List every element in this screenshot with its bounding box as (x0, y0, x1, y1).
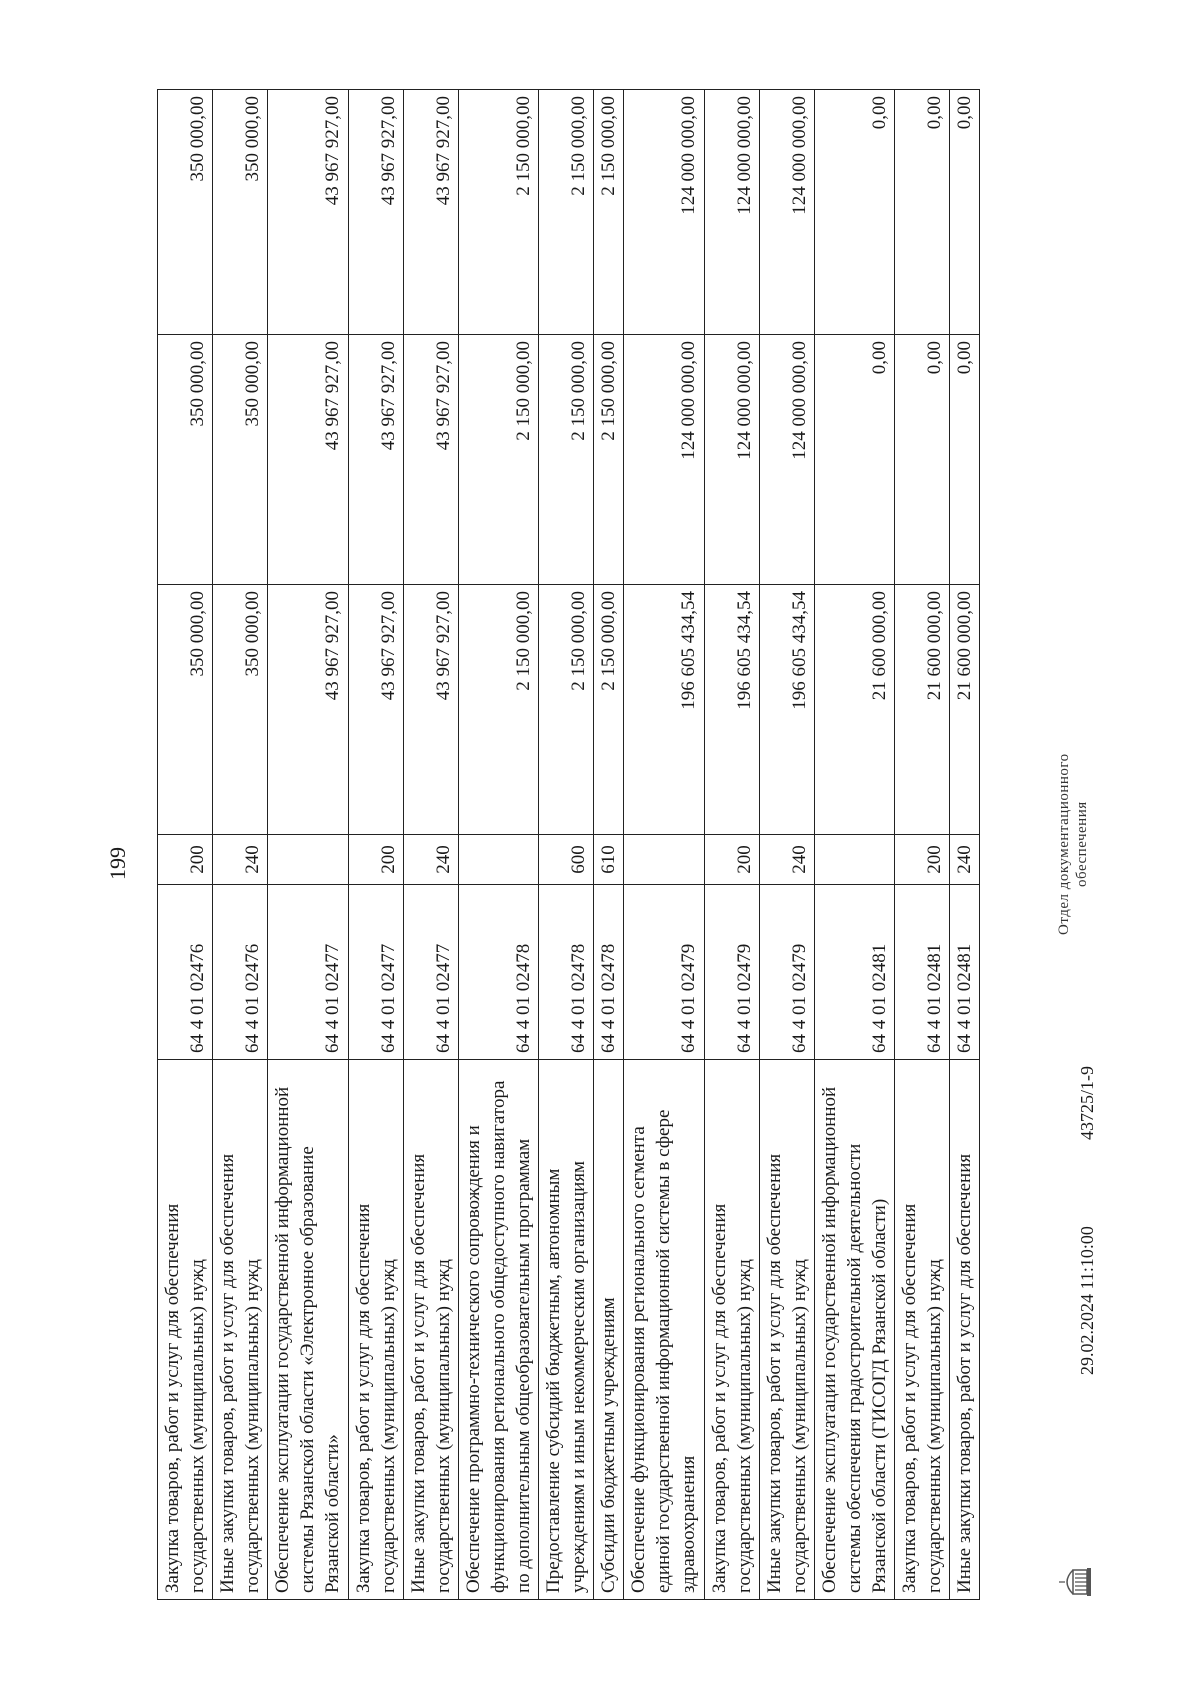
row-value-3: 124 000 000,00 (704, 90, 759, 335)
row-code: 64 4 01 02478 (594, 885, 624, 1060)
row-code: 64 4 01 02477 (268, 885, 348, 1060)
row-name: Обеспечение эксплуатации государственной информационной системы Рязанской области «Электронное образование Рязанской области» (268, 1060, 348, 1600)
row-value-2: 124 000 000,00 (704, 335, 759, 585)
row-value-1: 350 000,00 (158, 585, 213, 835)
row-value-2: 43 967 927,00 (403, 335, 458, 585)
table-row (759, 90, 814, 1600)
budget-table (157, 89, 980, 1600)
budget-table-body (158, 90, 980, 1600)
row-expense-type (268, 835, 348, 885)
row-value-3: 43 967 927,00 (403, 90, 458, 335)
table-row (539, 90, 594, 1600)
row-value-3: 0,00 (895, 90, 950, 335)
row-value-3: 2 150 000,00 (594, 90, 624, 335)
row-value-2: 124 000 000,00 (759, 335, 814, 585)
coat-of-arms-icon (1057, 1562, 1097, 1602)
row-expense-type: 240 (950, 835, 980, 885)
row-expense-type: 610 (594, 835, 624, 885)
row-name: Обеспечение эксплуатации государственной информационной системы обеспечения градостроительной деятельности Рязанской области (ГИСОГД Рязанской области) (814, 1060, 894, 1600)
row-name: Закупка товаров, работ и услуг для обеспечения государственных (муниципальных) нужд (895, 1060, 950, 1600)
row-name: Закупка товаров, работ и услуг для обеспечения государственных (муниципальных) нужд (348, 1060, 403, 1600)
row-name: Закупка товаров, работ и услуг для обеспечения государственных (муниципальных) нужд (704, 1060, 759, 1600)
row-value-3: 2 150 000,00 (539, 90, 594, 335)
footer-date: 29.02.2024 11:10:00 (1077, 1226, 1097, 1375)
document-sheet (95, 75, 1105, 1620)
table-row (403, 90, 458, 1600)
row-value-2: 2 150 000,00 (539, 335, 594, 585)
row-name: Иные закупки товаров, работ и услуг для обеспечения государственных (муниципальных) нужд (213, 1060, 268, 1600)
row-value-2: 0,00 (895, 335, 950, 585)
row-value-1: 2 150 000,00 (539, 585, 594, 835)
row-expense-type (814, 835, 894, 885)
row-value-3: 0,00 (814, 90, 894, 335)
row-value-2: 43 967 927,00 (268, 335, 348, 585)
table-row (158, 90, 213, 1600)
page-number: 199 (105, 847, 130, 880)
table-row (950, 90, 980, 1600)
row-code: 64 4 01 02479 (704, 885, 759, 1060)
row-name: Иные закупки товаров, работ и услуг для обеспечения государственных (муниципальных) нужд (403, 1060, 458, 1600)
row-expense-type: 240 (759, 835, 814, 885)
row-code: 64 4 01 02478 (539, 885, 594, 1060)
row-code: 64 4 01 02481 (814, 885, 894, 1060)
table-row (895, 90, 950, 1600)
row-value-3: 124 000 000,00 (624, 90, 704, 335)
row-name: Предоставление субсидий бюджетным, автономным учреждениям и иным некоммерческим организациям (539, 1060, 594, 1600)
row-code: 64 4 01 02481 (950, 885, 980, 1060)
row-value-2: 0,00 (814, 335, 894, 585)
row-code: 64 4 01 02479 (624, 885, 704, 1060)
row-value-1: 43 967 927,00 (403, 585, 458, 835)
footer-doc-number: 43725/1-9 (1077, 1066, 1097, 1140)
row-expense-type: 200 (704, 835, 759, 885)
row-expense-type (458, 835, 538, 885)
row-value-2: 0,00 (950, 335, 980, 585)
row-value-1: 196 605 434,54 (704, 585, 759, 835)
row-value-3: 350 000,00 (213, 90, 268, 335)
row-name: Закупка товаров, работ и услуг для обеспечения государственных (муниципальных) нужд (158, 1060, 213, 1600)
row-value-3: 43 967 927,00 (268, 90, 348, 335)
row-expense-type: 200 (348, 835, 403, 885)
row-name: Субсидии бюджетным учреждениям (594, 1060, 624, 1600)
row-code: 64 4 01 02477 (348, 885, 403, 1060)
row-name: Иные закупки товаров, работ и услуг для обеспечения (950, 1060, 980, 1600)
row-value-3: 350 000,00 (158, 90, 213, 335)
row-code: 64 4 01 02476 (158, 885, 213, 1060)
row-value-1: 21 600 000,00 (895, 585, 950, 835)
row-code: 64 4 01 02477 (403, 885, 458, 1060)
row-value-2: 43 967 927,00 (348, 335, 403, 585)
page-footer (1055, 75, 1105, 1620)
stamp-line-1: Отдел документационного (1056, 753, 1072, 935)
row-value-2: 2 150 000,00 (594, 335, 624, 585)
row-code: 64 4 01 02479 (759, 885, 814, 1060)
table-row (348, 90, 403, 1600)
row-value-1: 43 967 927,00 (268, 585, 348, 835)
row-name: Обеспечение программно-технического сопровождения и функционирования регионального общедоступного навигатора по дополнительным общеобразовательным программам (458, 1060, 538, 1600)
row-value-2: 124 000 000,00 (624, 335, 704, 585)
row-name: Обеспечение функционирования регионального сегмента единой государственной информационной системы в сфере здравоохранения (624, 1060, 704, 1600)
row-value-2: 350 000,00 (213, 335, 268, 585)
row-name: Иные закупки товаров, работ и услуг для обеспечения государственных (муниципальных) нужд (759, 1060, 814, 1600)
row-expense-type: 200 (895, 835, 950, 885)
row-code: 64 4 01 02476 (213, 885, 268, 1060)
row-value-2: 2 150 000,00 (458, 335, 538, 585)
table-row (814, 90, 894, 1600)
row-value-1: 43 967 927,00 (348, 585, 403, 835)
row-expense-type (624, 835, 704, 885)
row-value-3: 43 967 927,00 (348, 90, 403, 335)
row-value-1: 21 600 000,00 (950, 585, 980, 835)
row-expense-type: 200 (158, 835, 213, 885)
row-value-2: 350 000,00 (158, 335, 213, 585)
row-value-1: 21 600 000,00 (814, 585, 894, 835)
row-code: 64 4 01 02478 (458, 885, 538, 1060)
row-value-1: 2 150 000,00 (458, 585, 538, 835)
row-expense-type: 240 (403, 835, 458, 885)
table-row (704, 90, 759, 1600)
row-value-3: 124 000 000,00 (759, 90, 814, 335)
stamp-line-2: обеспечения (1074, 801, 1090, 887)
row-value-3: 2 150 000,00 (458, 90, 538, 335)
row-code: 64 4 01 02481 (895, 885, 950, 1060)
row-value-1: 2 150 000,00 (594, 585, 624, 835)
row-expense-type: 240 (213, 835, 268, 885)
table-row (268, 90, 348, 1600)
department-stamp (1055, 753, 1091, 935)
row-value-1: 196 605 434,54 (759, 585, 814, 835)
row-value-1: 196 605 434,54 (624, 585, 704, 835)
row-value-1: 350 000,00 (213, 585, 268, 835)
table-row (624, 90, 704, 1600)
row-value-3: 0,00 (950, 90, 980, 335)
table-row (594, 90, 624, 1600)
row-expense-type: 600 (539, 835, 594, 885)
table-row (213, 90, 268, 1600)
table-row (458, 90, 538, 1600)
